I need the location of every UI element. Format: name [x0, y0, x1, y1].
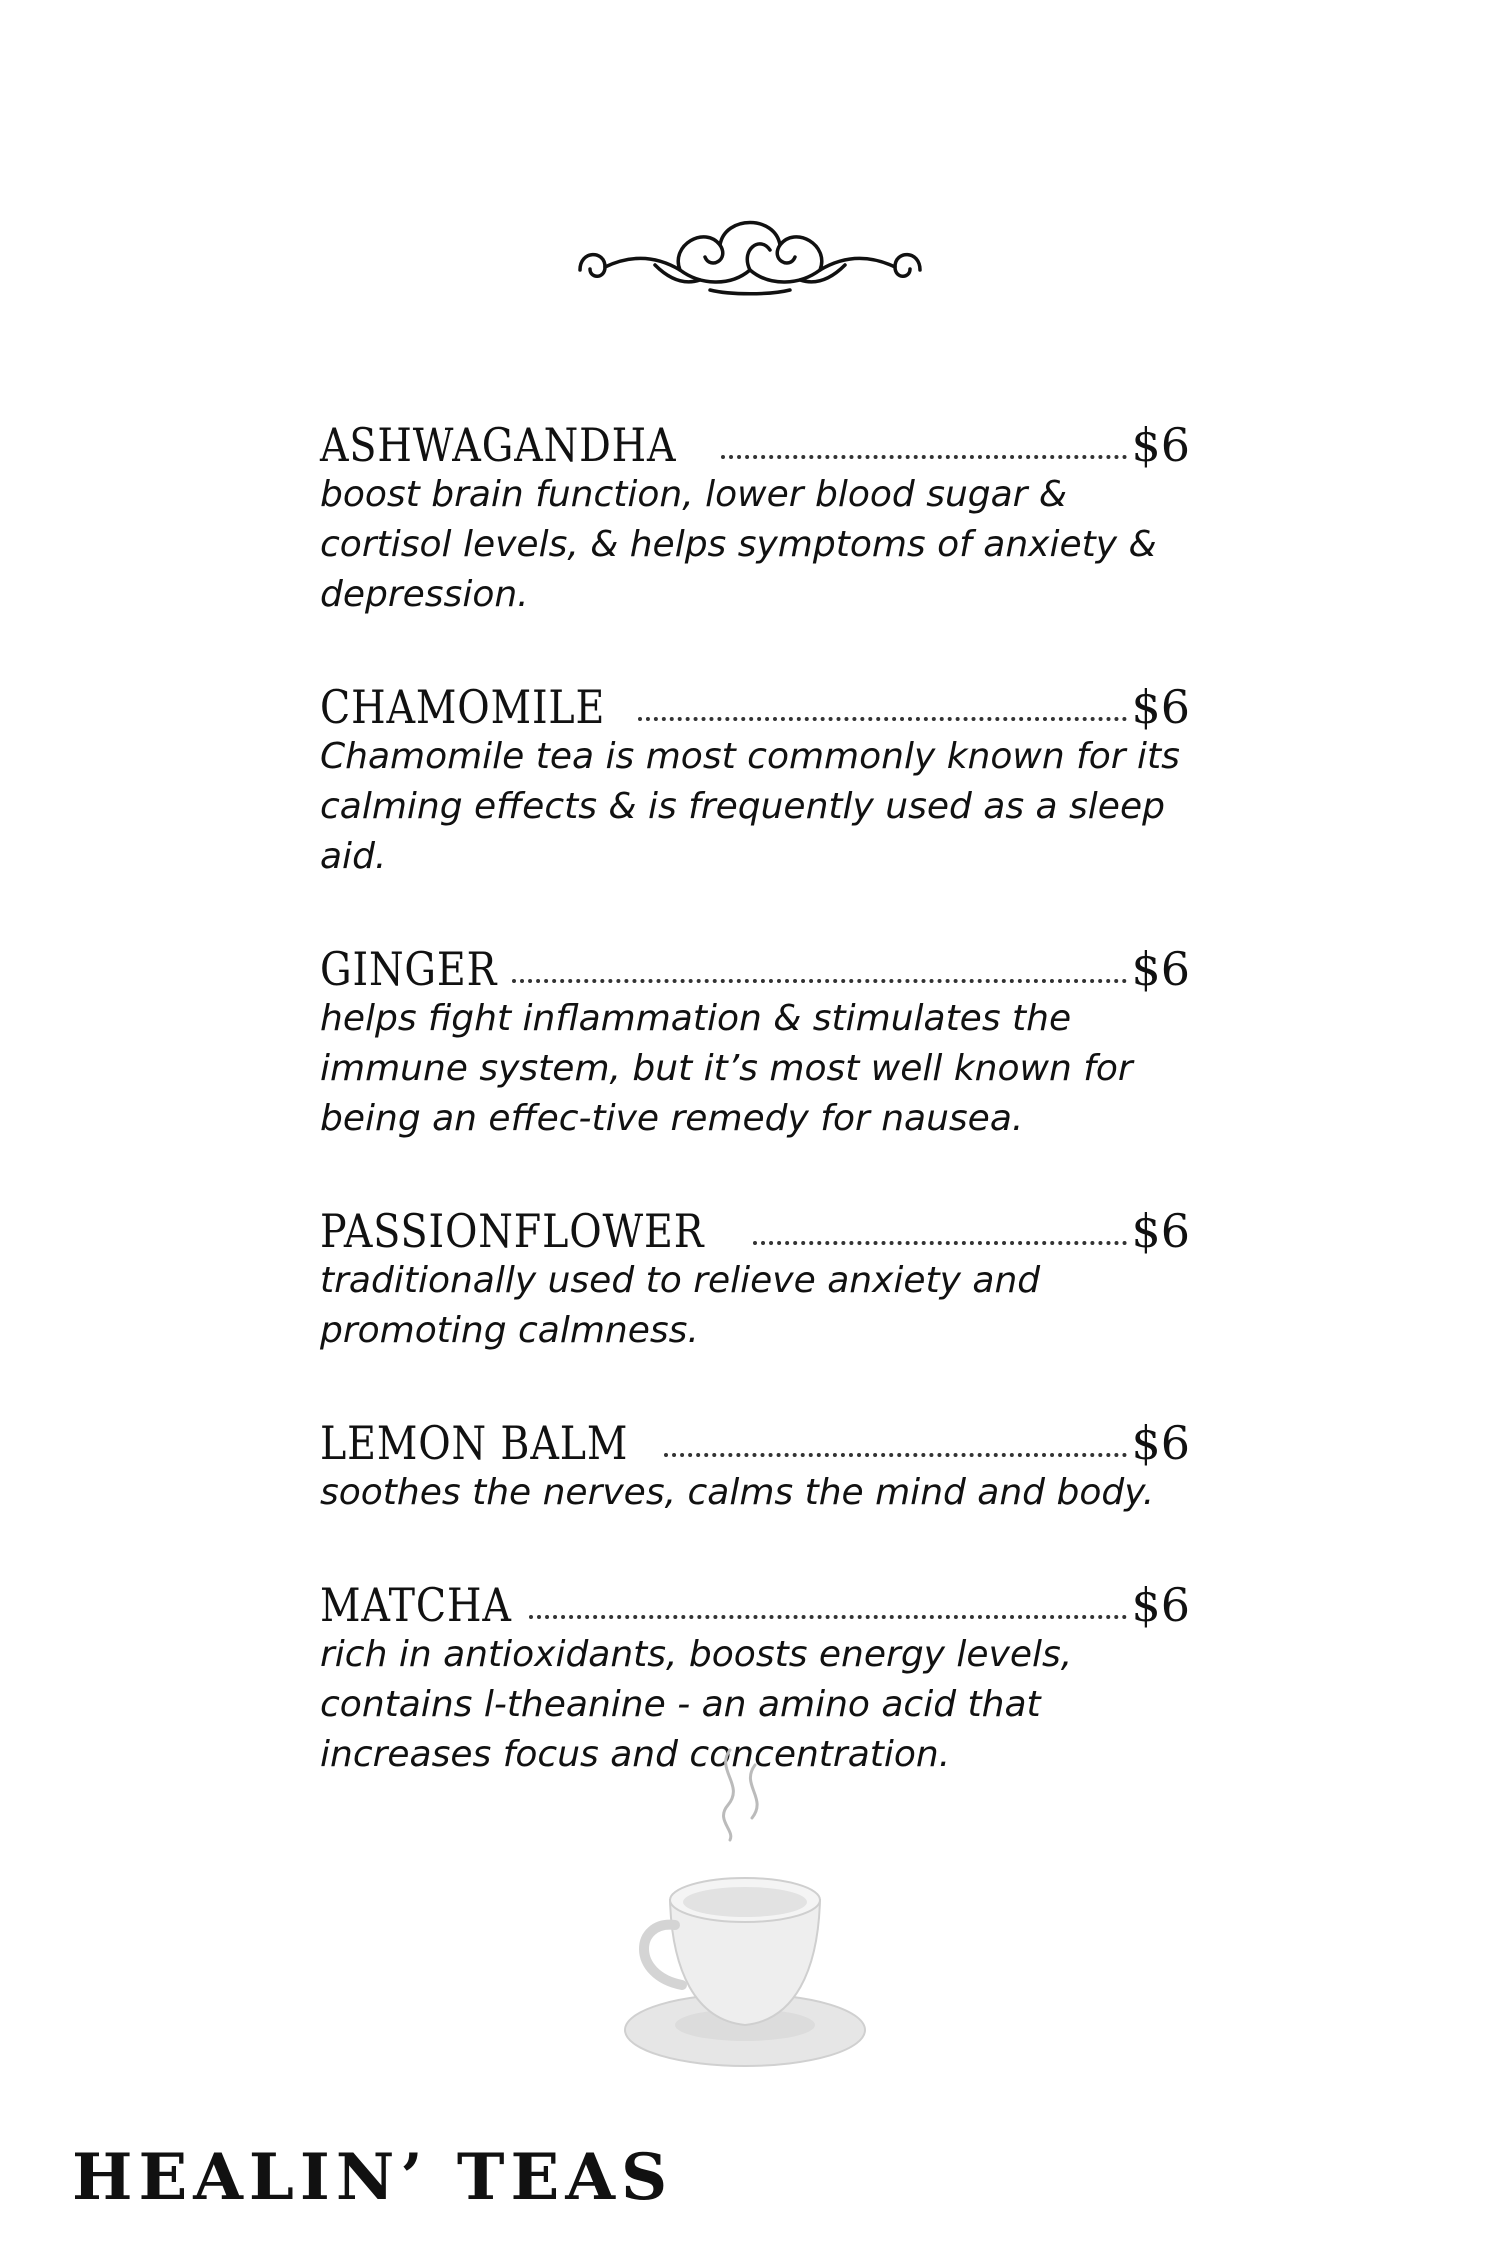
teacup-icon — [620, 1740, 880, 2070]
item-price: $6 — [1131, 1416, 1190, 1470]
dot-leader — [638, 716, 1128, 721]
item-description: helps fight inflammation & stimulates the immune system, but it’s most well known for being an effec-tive remedy for nausea. — [320, 998, 1133, 1139]
item-price: $6 — [1131, 680, 1190, 734]
menu-item — [320, 662, 1190, 882]
flourish-ornament — [560, 195, 940, 315]
item-price: $6 — [1131, 1578, 1190, 1632]
item-description: rich in antioxidants, boosts energy levels, contains l-theanine - an amino acid that increases focus and concentration. — [320, 1634, 1073, 1775]
item-name: ASHWAGANDHA — [320, 418, 677, 472]
menu-item-header — [320, 1398, 1190, 1470]
menu-item-header — [320, 924, 1190, 996]
dot-leader — [529, 1614, 1127, 1619]
menu-item-header — [320, 1560, 1190, 1632]
item-description: soothes the nerves, calms the mind and body. — [320, 1472, 1155, 1513]
item-price: $6 — [1131, 418, 1190, 472]
item-name: GINGER — [320, 942, 498, 996]
item-description: boost brain function, lower blood sugar & cortisol levels, & helps symptoms of anxiety & depression. — [320, 474, 1157, 615]
menu-item-header — [320, 662, 1190, 734]
item-description: traditionally used to relieve anxiety and promoting calmness. — [320, 1260, 1041, 1351]
menu-item — [320, 400, 1190, 620]
item-price: $6 — [1131, 942, 1190, 996]
menu-item — [320, 1186, 1190, 1356]
item-name: LEMON BALM — [320, 1416, 629, 1470]
item-name: PASSIONFLOWER — [320, 1204, 705, 1258]
item-name: MATCHA — [320, 1578, 512, 1632]
dot-leader — [753, 1240, 1127, 1245]
menu-item-header — [320, 400, 1190, 472]
item-price: $6 — [1131, 1204, 1190, 1258]
menu-item — [320, 924, 1190, 1144]
tea-menu — [320, 400, 1190, 1822]
dot-leader — [664, 1452, 1127, 1457]
dot-leader — [721, 454, 1128, 459]
item-name: CHAMOMILE — [320, 680, 606, 734]
menu-title: HEALIN’ TEAS — [72, 2140, 674, 2215]
item-description: Chamomile tea is most commonly known for its calming effects & is frequently used as a sleep aid. — [320, 736, 1180, 877]
menu-item — [320, 1398, 1190, 1518]
menu-item-header — [320, 1186, 1190, 1258]
dot-leader — [512, 978, 1127, 983]
